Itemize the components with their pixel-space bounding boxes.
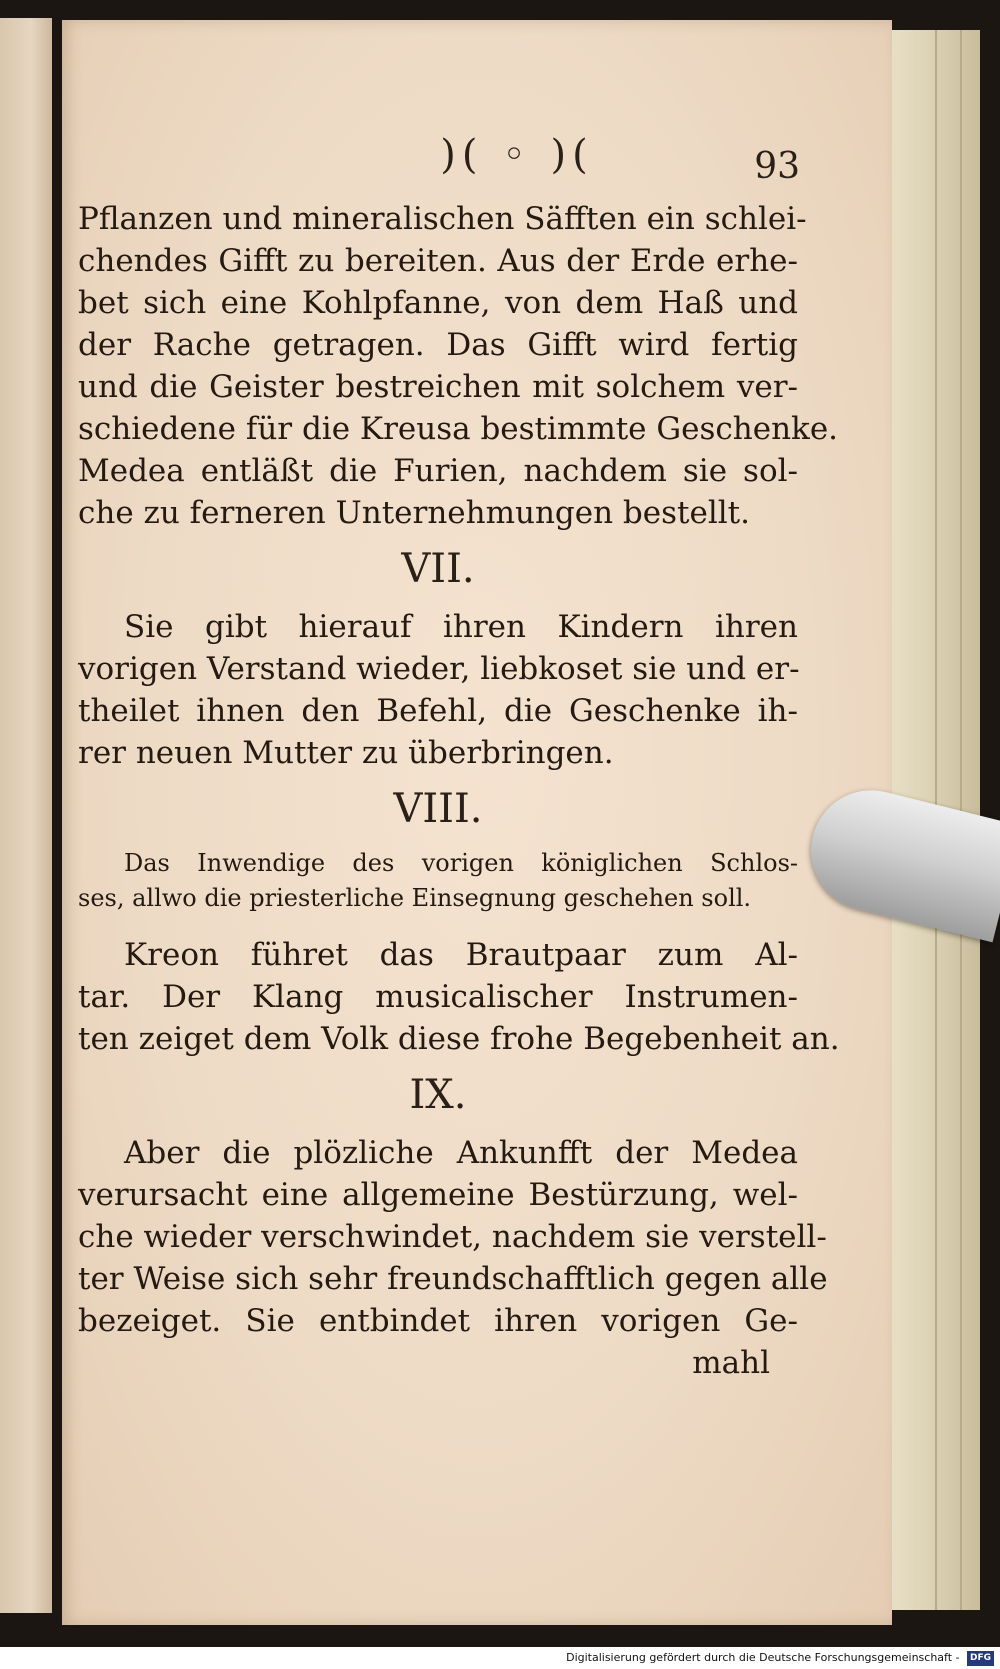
text-line: tar. Der Klang musicalischer Instrumen-: [78, 979, 798, 1015]
text-line: Medea entläßt die Furien, nachdem sie sol-: [78, 453, 798, 489]
text-line: che wieder verschwindet, nachdem sie verstell-: [78, 1219, 827, 1255]
previous-page-edge: [0, 18, 52, 1613]
digitization-credit-bar: [0, 1647, 1000, 1669]
paragraph: [78, 934, 840, 1060]
text-line: rer neuen Mutter zu überbringen.: [78, 735, 614, 771]
text-line: Sie gibt hierauf ihren Kindern ihren: [124, 609, 798, 645]
header-ornament: )( ◦ )(: [440, 132, 594, 178]
section-heading-viii: VIII.: [393, 786, 483, 832]
catchword: mahl: [692, 1345, 770, 1381]
credit-text: Digitalisierung gefördert durch die Deutsche Forschungsgemeinschaft -: [566, 1651, 960, 1664]
text-line: Aber die plözliche Ankunfft der Medea: [124, 1135, 798, 1171]
paragraph: [78, 1132, 828, 1342]
text-line: che zu ferneren Unternehmungen bestellt.: [78, 495, 750, 531]
section-heading-ix: IX.: [409, 1072, 467, 1118]
page-header: [62, 132, 892, 192]
text-line: ses, allwo die priesterliche Einsegnung geschehen soll.: [78, 884, 752, 912]
text-line: Kreon führet das Brautpaar zum Al-: [124, 937, 798, 973]
text-line: schiedene für die Kreusa bestimmte Geschenke.: [78, 411, 839, 447]
text-line: vorigen Verstand wieder, liebkoset sie und er-: [78, 651, 800, 687]
text-line: ten zeiget dem Volk diese frohe Begebenheit an.: [78, 1021, 840, 1057]
text-line: Pflanzen und mineralischen Säfften ein schlei-: [78, 201, 807, 237]
dfg-logo: DFG: [967, 1651, 994, 1666]
text-line: bet sich eine Kohlpfanne, von dem Haß und: [78, 285, 798, 321]
text-line: der Rache getragen. Das Gifft wird fertig: [78, 327, 798, 363]
section-heading-vii: VII.: [401, 546, 475, 592]
page-text: [78, 198, 840, 1384]
scene-description: [78, 846, 798, 916]
text-line: chendes Gifft zu bereiten. Aus der Erde erhe-: [78, 243, 798, 279]
text-line: und die Geister bestreichen mit solchem ver-: [78, 369, 798, 405]
text-line: theilet ihnen den Befehl, die Geschenke ih-: [78, 693, 798, 729]
paragraph: [78, 198, 839, 534]
text-line: ter Weise sich sehr freundschafftlich gegen alle: [78, 1261, 828, 1297]
page-number: 93: [754, 146, 800, 187]
paragraph: [78, 606, 798, 774]
text-line: bezeiget. Sie entbindet ihren vorigen Ge-: [78, 1303, 798, 1339]
text-line: verursacht eine allgemeine Bestürzung, wel-: [78, 1177, 798, 1213]
text-line: Das Inwendige des vorigen königlichen Schlos-: [124, 849, 798, 877]
